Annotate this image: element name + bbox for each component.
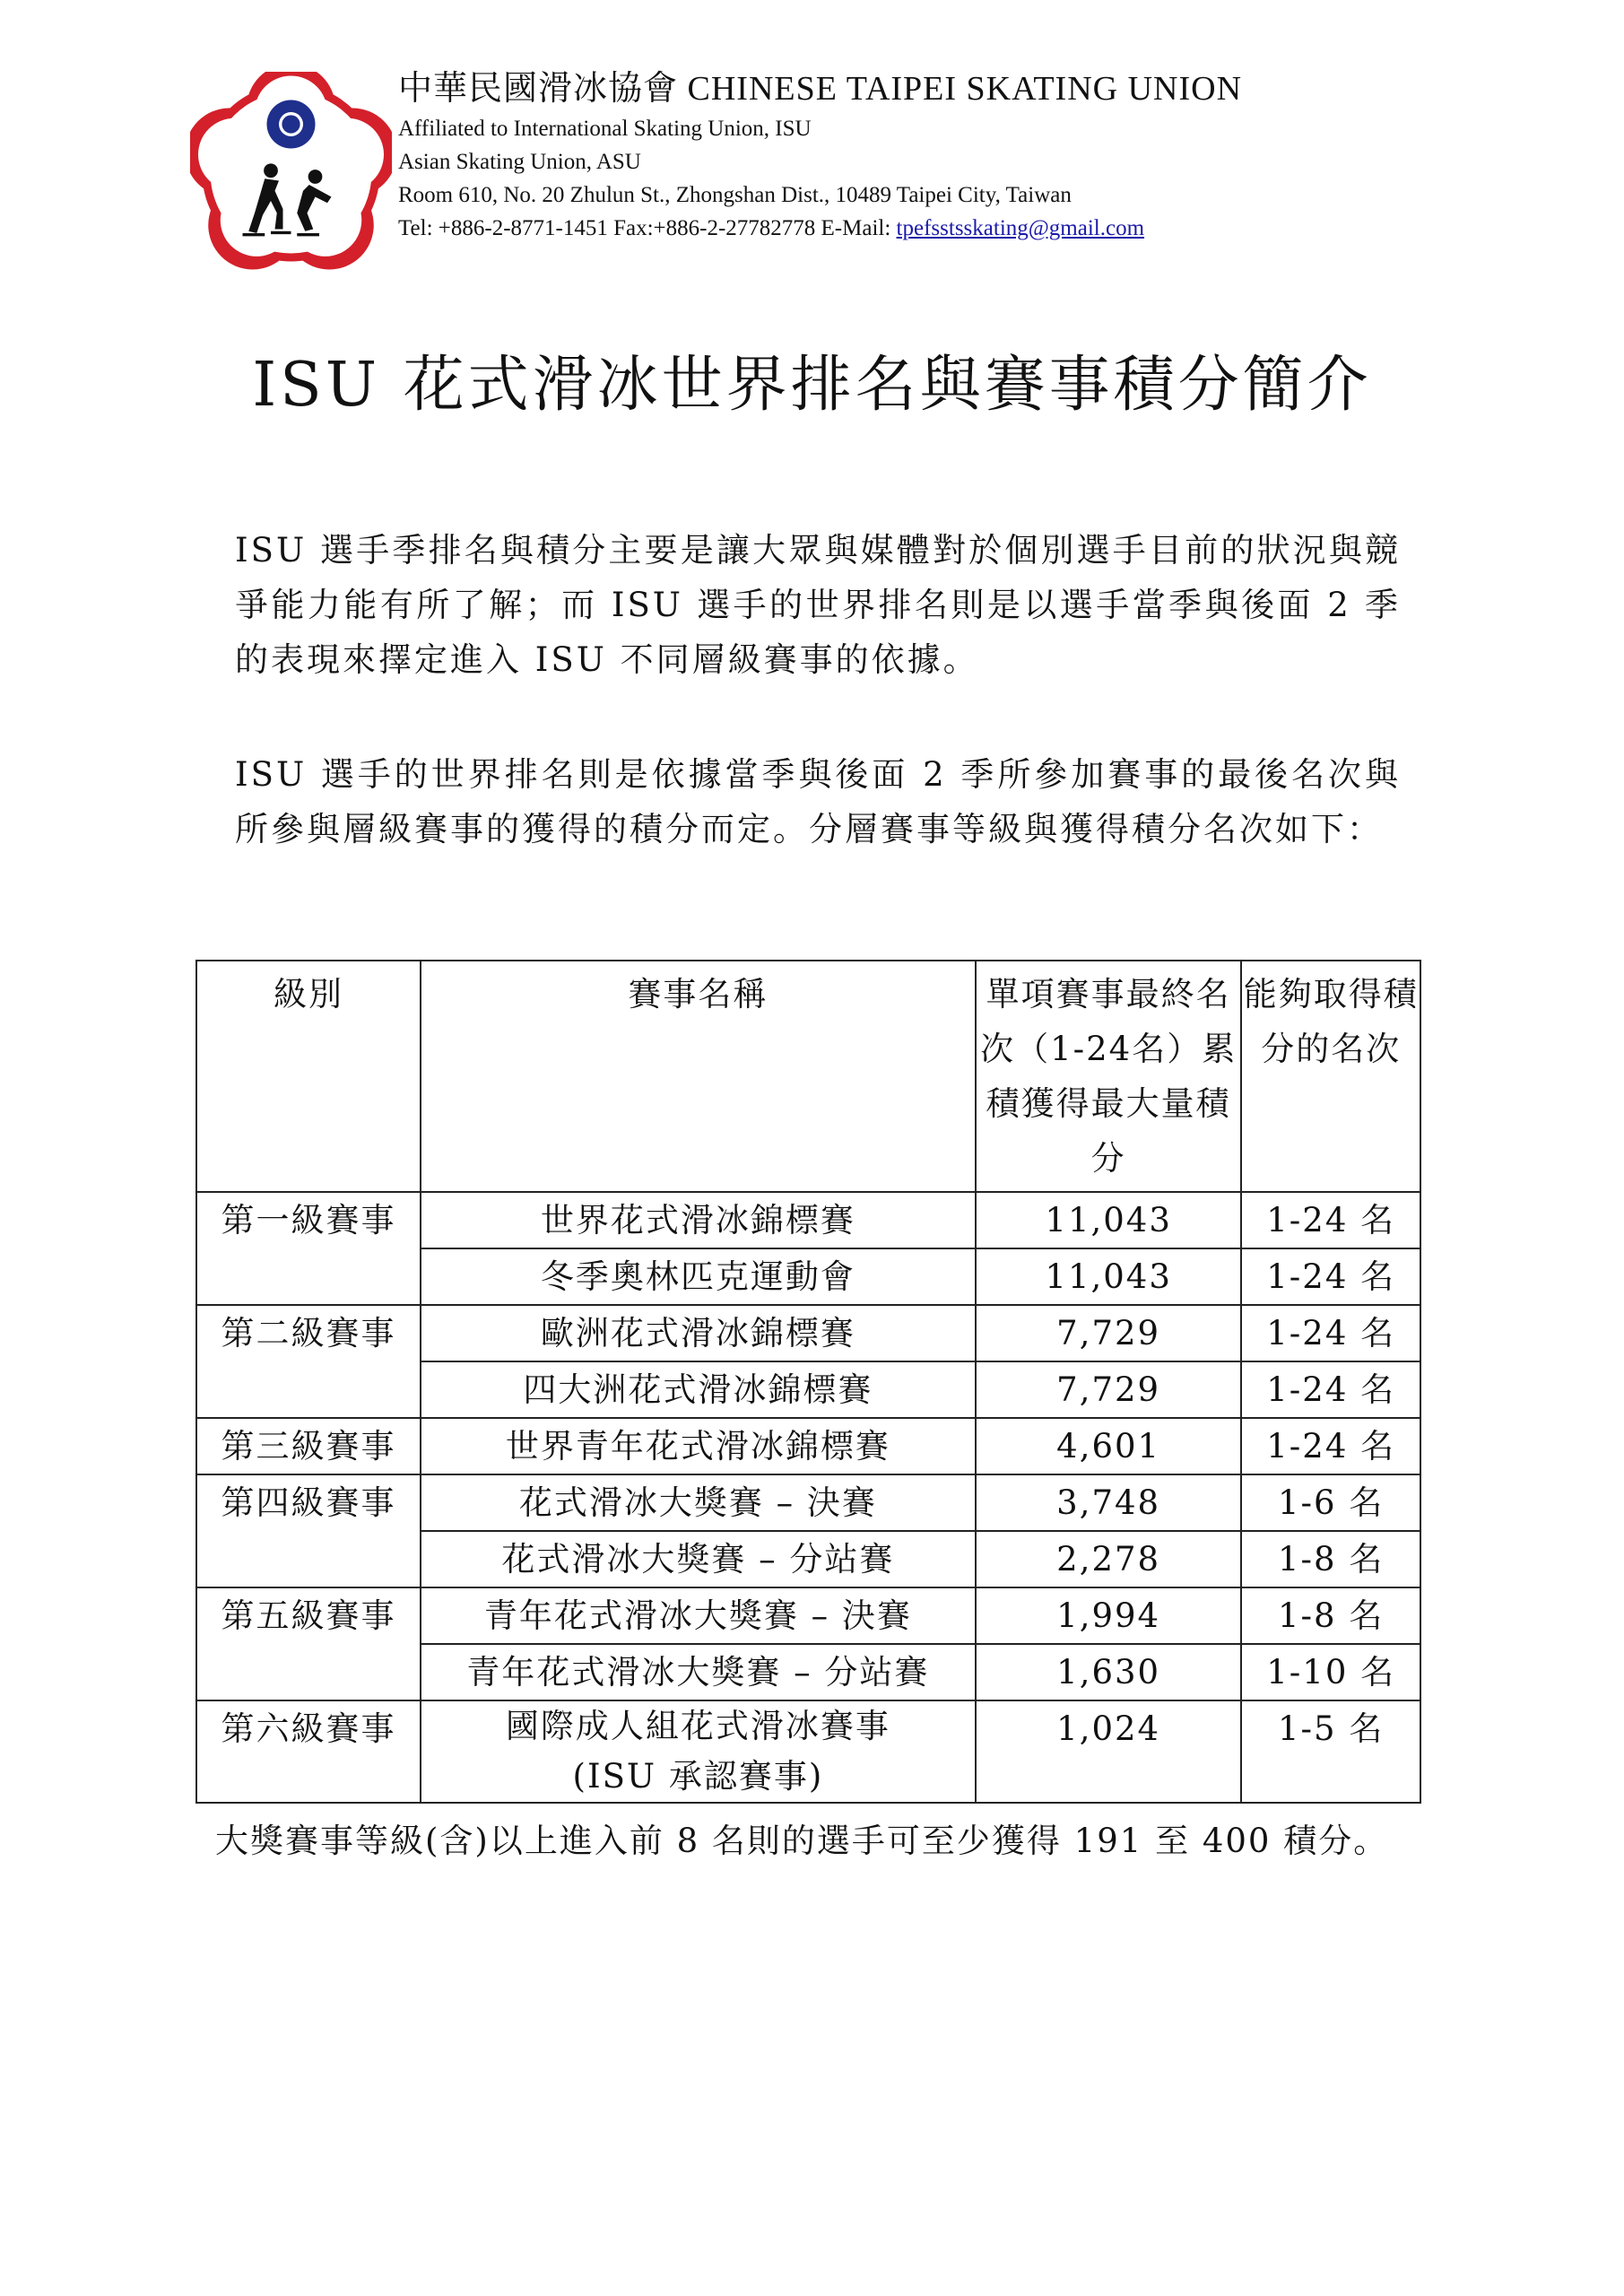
- event-cell: [421, 1700, 976, 1803]
- placings-cell: 1-24 名: [1241, 1361, 1420, 1418]
- header-level: 級別: [196, 961, 421, 1192]
- header-placings: 能夠取得積分的名次: [1241, 961, 1420, 1192]
- level-cell: 第一級賽事: [196, 1192, 421, 1305]
- org-name: [398, 65, 1242, 112]
- letterhead: [190, 65, 1446, 244]
- level-cell: 第六級賽事: [196, 1700, 421, 1803]
- points-cell: 1,994: [976, 1587, 1242, 1644]
- placings-cell: 1-8 名: [1241, 1587, 1420, 1644]
- skating-union-logo: [190, 72, 392, 274]
- header-event: 賽事名稱: [421, 961, 976, 1192]
- intro-paragraph: ISU 選手季排名與積分主要是讓大眾與媒體對於個別選手目前的狀況與競爭能力能有所了解；而 ISU 選手的世界排名則是以選手當季與後面 2 季的表現來擇定進入 ISU 不同層級賽事的依據。: [235, 531, 1401, 679]
- points-cell: 1,630: [976, 1644, 1242, 1700]
- placings-cell: 1-10 名: [1241, 1644, 1420, 1700]
- contact-line: [398, 212, 1242, 245]
- table-row: [196, 1700, 1420, 1803]
- event-cell: 歐洲花式滑冰錦標賽: [421, 1305, 976, 1361]
- level-cell: 第三級賽事: [196, 1418, 421, 1474]
- level-cell: 第二級賽事: [196, 1305, 421, 1418]
- header-max-points: 單項賽事最終名次（1-24名）累積獲得最大量積分: [976, 961, 1242, 1192]
- points-cell: 2,278: [976, 1531, 1242, 1587]
- event-cell: 冬季奧林匹克運動會: [421, 1248, 976, 1305]
- points-cell: 4,601: [976, 1418, 1242, 1474]
- contact-numbers: Tel: +886-2-8771-1451 Fax:+886-2-27782778 E-Mail:: [398, 216, 897, 240]
- table-row: [196, 1418, 1420, 1474]
- event-name: 國際成人組花式滑冰賽事: [505, 1707, 890, 1745]
- points-cell: 11,043: [976, 1192, 1242, 1248]
- document-title: ISU 花式滑冰世界排名與賽事積分簡介: [252, 350, 1372, 421]
- org-name-zh: 中華民國滑冰協會: [398, 68, 679, 108]
- placings-cell: 1-24 名: [1241, 1248, 1420, 1305]
- placings-cell: 1-24 名: [1241, 1305, 1420, 1361]
- logo-sun-emblem: [267, 100, 316, 149]
- ranking-paragraph: ISU 選手的世界排名則是依據當季與後面 2 季所參加賽事的最後名次與所參與層級賽事的獲得的積分而定。分層賽事等級與獲得積分名次如下：: [235, 755, 1401, 848]
- points-cell: 11,043: [976, 1248, 1242, 1305]
- event-cell: 世界青年花式滑冰錦標賽: [421, 1418, 976, 1474]
- table-row: [196, 1192, 1420, 1248]
- event-cell: 四大洲花式滑冰錦標賽: [421, 1361, 976, 1418]
- table-header-row: [196, 961, 1420, 1192]
- points-cell: 1,024: [976, 1700, 1242, 1803]
- letterhead-text: [398, 65, 1242, 245]
- affiliation-isu: Affiliated to International Skating Union, ISU: [398, 117, 812, 141]
- points-cell: 7,729: [976, 1361, 1242, 1418]
- event-cell: 花式滑冰大獎賽 – 決賽: [421, 1474, 976, 1531]
- placings-cell: 1-6 名: [1241, 1474, 1420, 1531]
- placings-cell: 1-5 名: [1241, 1700, 1420, 1803]
- table-row: [196, 1305, 1420, 1361]
- event-points-table: [195, 960, 1421, 1804]
- org-name-en: CHINESE TAIPEI SKATING UNION: [687, 70, 1243, 108]
- level-cell: 第五級賽事: [196, 1587, 421, 1700]
- placings-cell: 1-24 名: [1241, 1418, 1420, 1474]
- table-row: [196, 1587, 1420, 1644]
- points-cell: 3,748: [976, 1474, 1242, 1531]
- email-link[interactable]: tpefsstsskating@gmail.com: [896, 216, 1145, 240]
- footnote: 大獎賽事等級(含)以上進入前 8 名則的選手可至少獲得 191 至 400 積分。: [215, 1822, 1389, 1860]
- event-cell: 花式滑冰大獎賽 – 分站賽: [421, 1531, 976, 1587]
- table-row: [196, 1474, 1420, 1531]
- placings-cell: 1-8 名: [1241, 1531, 1420, 1587]
- event-cell: 世界花式滑冰錦標賽: [421, 1192, 976, 1248]
- event-cell: 青年花式滑冰大獎賽 – 決賽: [421, 1587, 976, 1644]
- level-cell: 第四級賽事: [196, 1474, 421, 1587]
- event-note: (ISU 承認賽事): [572, 1757, 824, 1796]
- event-cell: 青年花式滑冰大獎賽 – 分站賽: [421, 1644, 976, 1700]
- address: Room 610, No. 20 Zhulun St., Zhongshan Dist., 10489 Taipei City, Taiwan: [398, 183, 1072, 207]
- points-cell: 7,729: [976, 1305, 1242, 1361]
- placings-cell: 1-24 名: [1241, 1192, 1420, 1248]
- affiliation-asu: Asian Skating Union, ASU: [398, 150, 641, 174]
